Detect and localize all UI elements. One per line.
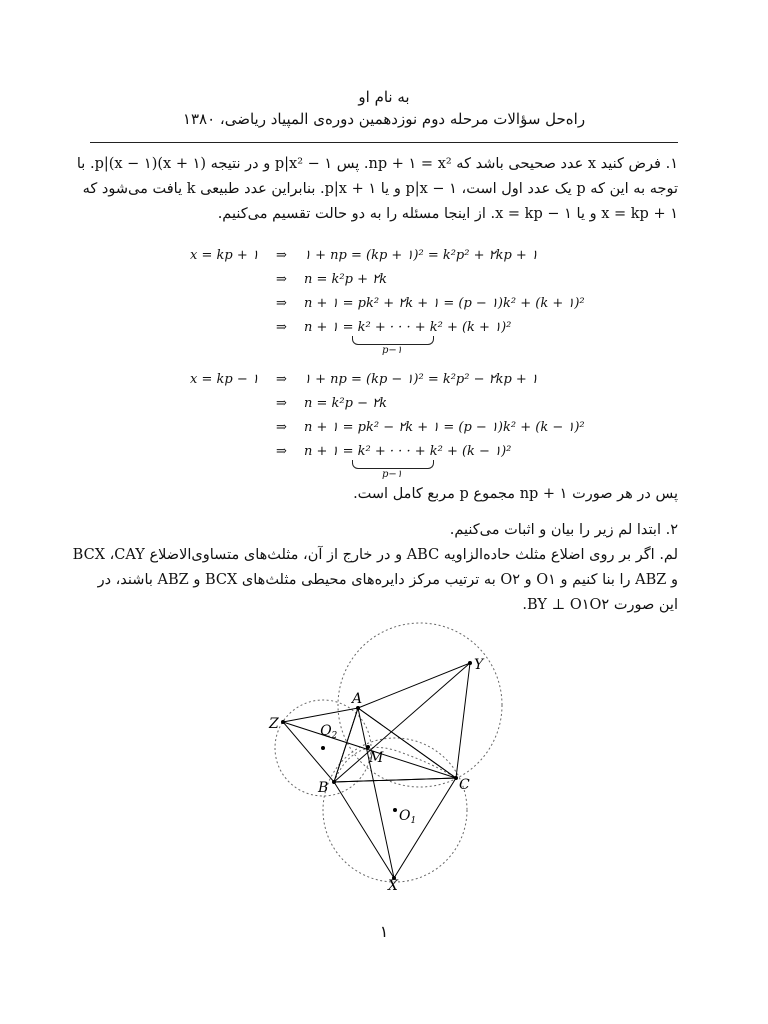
implies-arrow: ⇒ bbox=[276, 372, 287, 387]
point-m bbox=[366, 745, 370, 749]
label-a: A bbox=[352, 691, 363, 707]
implies-arrow: ⇒ bbox=[276, 272, 287, 287]
implies-arrow: ⇒ bbox=[276, 444, 287, 459]
problem1-line: توجه به این که p یک عدد اول است، p|x − ۱ و یا p|x + ۱. بنابراین عدد طبیعی k یافت می‌شود که bbox=[82, 181, 678, 197]
lemma-line: این صورت BY ⊥ O۱O۲. bbox=[522, 597, 678, 613]
case1-row: ۱ + np = (kp + ۱)² = k²p² + ۲kp + ۱ bbox=[304, 248, 538, 263]
problem1-line: ۱. فرض کنید x عدد صحیحی باشد که np + ۱ = x². پس p|x² − ۱ و در نتیجه p|(x − ۱)(x + ۱). با bbox=[76, 156, 678, 172]
point-z bbox=[281, 720, 285, 724]
label-o1-letter: O bbox=[399, 808, 411, 824]
case1-row: n = k²p + ۲k bbox=[304, 272, 387, 287]
point-o1 bbox=[393, 808, 397, 812]
case1-row: n + ۱ = pk² + ۲k + ۱ = (p − ۱)k² + (k + ۱)² bbox=[304, 296, 585, 311]
point-y bbox=[468, 661, 472, 665]
label-x: X bbox=[388, 878, 398, 894]
label-o1 bbox=[399, 808, 416, 826]
case2-row: n = k²p − ۲k bbox=[304, 396, 387, 411]
case1-lhs: x = kp + ۱ bbox=[190, 248, 259, 263]
label-z: Z bbox=[269, 716, 279, 732]
lemma-line: لم. اگر بر روی اضلاع مثلث حاده‌الزاویه ABC و در خارج از آن، مثلث‌های متساوی‌الاضلاع BCX ،CAY bbox=[72, 547, 678, 563]
circle-acy bbox=[338, 623, 502, 787]
header-title: راه‌حل سؤالات مرحله دوم نوزدهمین دوره‌ی المپیاد ریاضی، ۱۳۸۰ bbox=[182, 110, 586, 128]
case1-row: n + ۱ = k² + · · · + k² + (k + ۱)² bbox=[304, 320, 512, 335]
label-o1-sub: 1 bbox=[410, 816, 417, 826]
triangle-bcx bbox=[334, 778, 456, 878]
label-m: M bbox=[369, 750, 384, 766]
point-b bbox=[332, 780, 336, 784]
page-number: ۱ bbox=[379, 922, 389, 941]
implies-arrow: ⇒ bbox=[276, 296, 287, 311]
case2-row: n + ۱ = pk² − ۲k + ۱ = (p − ۱)k² + (k − ۱)² bbox=[304, 420, 585, 435]
case2-row: ۱ + np = (kp − ۱)² = k²p² − ۲kp + ۱ bbox=[304, 372, 538, 387]
segment-ax bbox=[358, 708, 394, 878]
implies-arrow: ⇒ bbox=[276, 248, 287, 263]
triangle-abc bbox=[334, 708, 456, 782]
problem1-line: x = kp + ۱ و یا x = kp − ۱. از اینجا مسئله را به دو حالت تقسیم می‌کنیم. bbox=[217, 206, 678, 222]
implies-arrow: ⇒ bbox=[276, 420, 287, 435]
implies-arrow: ⇒ bbox=[276, 320, 287, 335]
label-q2 bbox=[320, 723, 337, 741]
lemma-line: و ABZ را بنا کنیم و O۱ و O۲ به ترتیب مرکز دایره‌های محیطی مثلث‌های BCX و ABZ باشند، در bbox=[97, 572, 678, 588]
point-q2 bbox=[321, 746, 325, 750]
label-b: B bbox=[318, 780, 329, 796]
underbrace-label: p−۱ bbox=[382, 469, 403, 480]
point-c bbox=[454, 776, 458, 780]
case2-lhs: x = kp − ۱ bbox=[190, 372, 259, 387]
case2-row: n + ۱ = k² + · · · + k² + (k − ۱)² bbox=[304, 444, 512, 459]
label-q2-sub: 2 bbox=[331, 731, 338, 741]
segment-by bbox=[334, 663, 470, 782]
header-basmala: به نام او bbox=[358, 88, 410, 106]
implies-arrow: ⇒ bbox=[276, 396, 287, 411]
label-y: Y bbox=[474, 657, 484, 673]
label-c: C bbox=[459, 777, 470, 793]
label-q2-letter: Q bbox=[320, 723, 332, 739]
problem1-conclusion: پس در هر صورت np + ۱ مجموع p مربع کامل است. bbox=[353, 486, 678, 502]
underbrace-label: p−۱ bbox=[382, 345, 403, 356]
problem2-intro: ۲. ابتدا لم زیر را بیان و اثبات می‌کنیم. bbox=[449, 522, 678, 538]
